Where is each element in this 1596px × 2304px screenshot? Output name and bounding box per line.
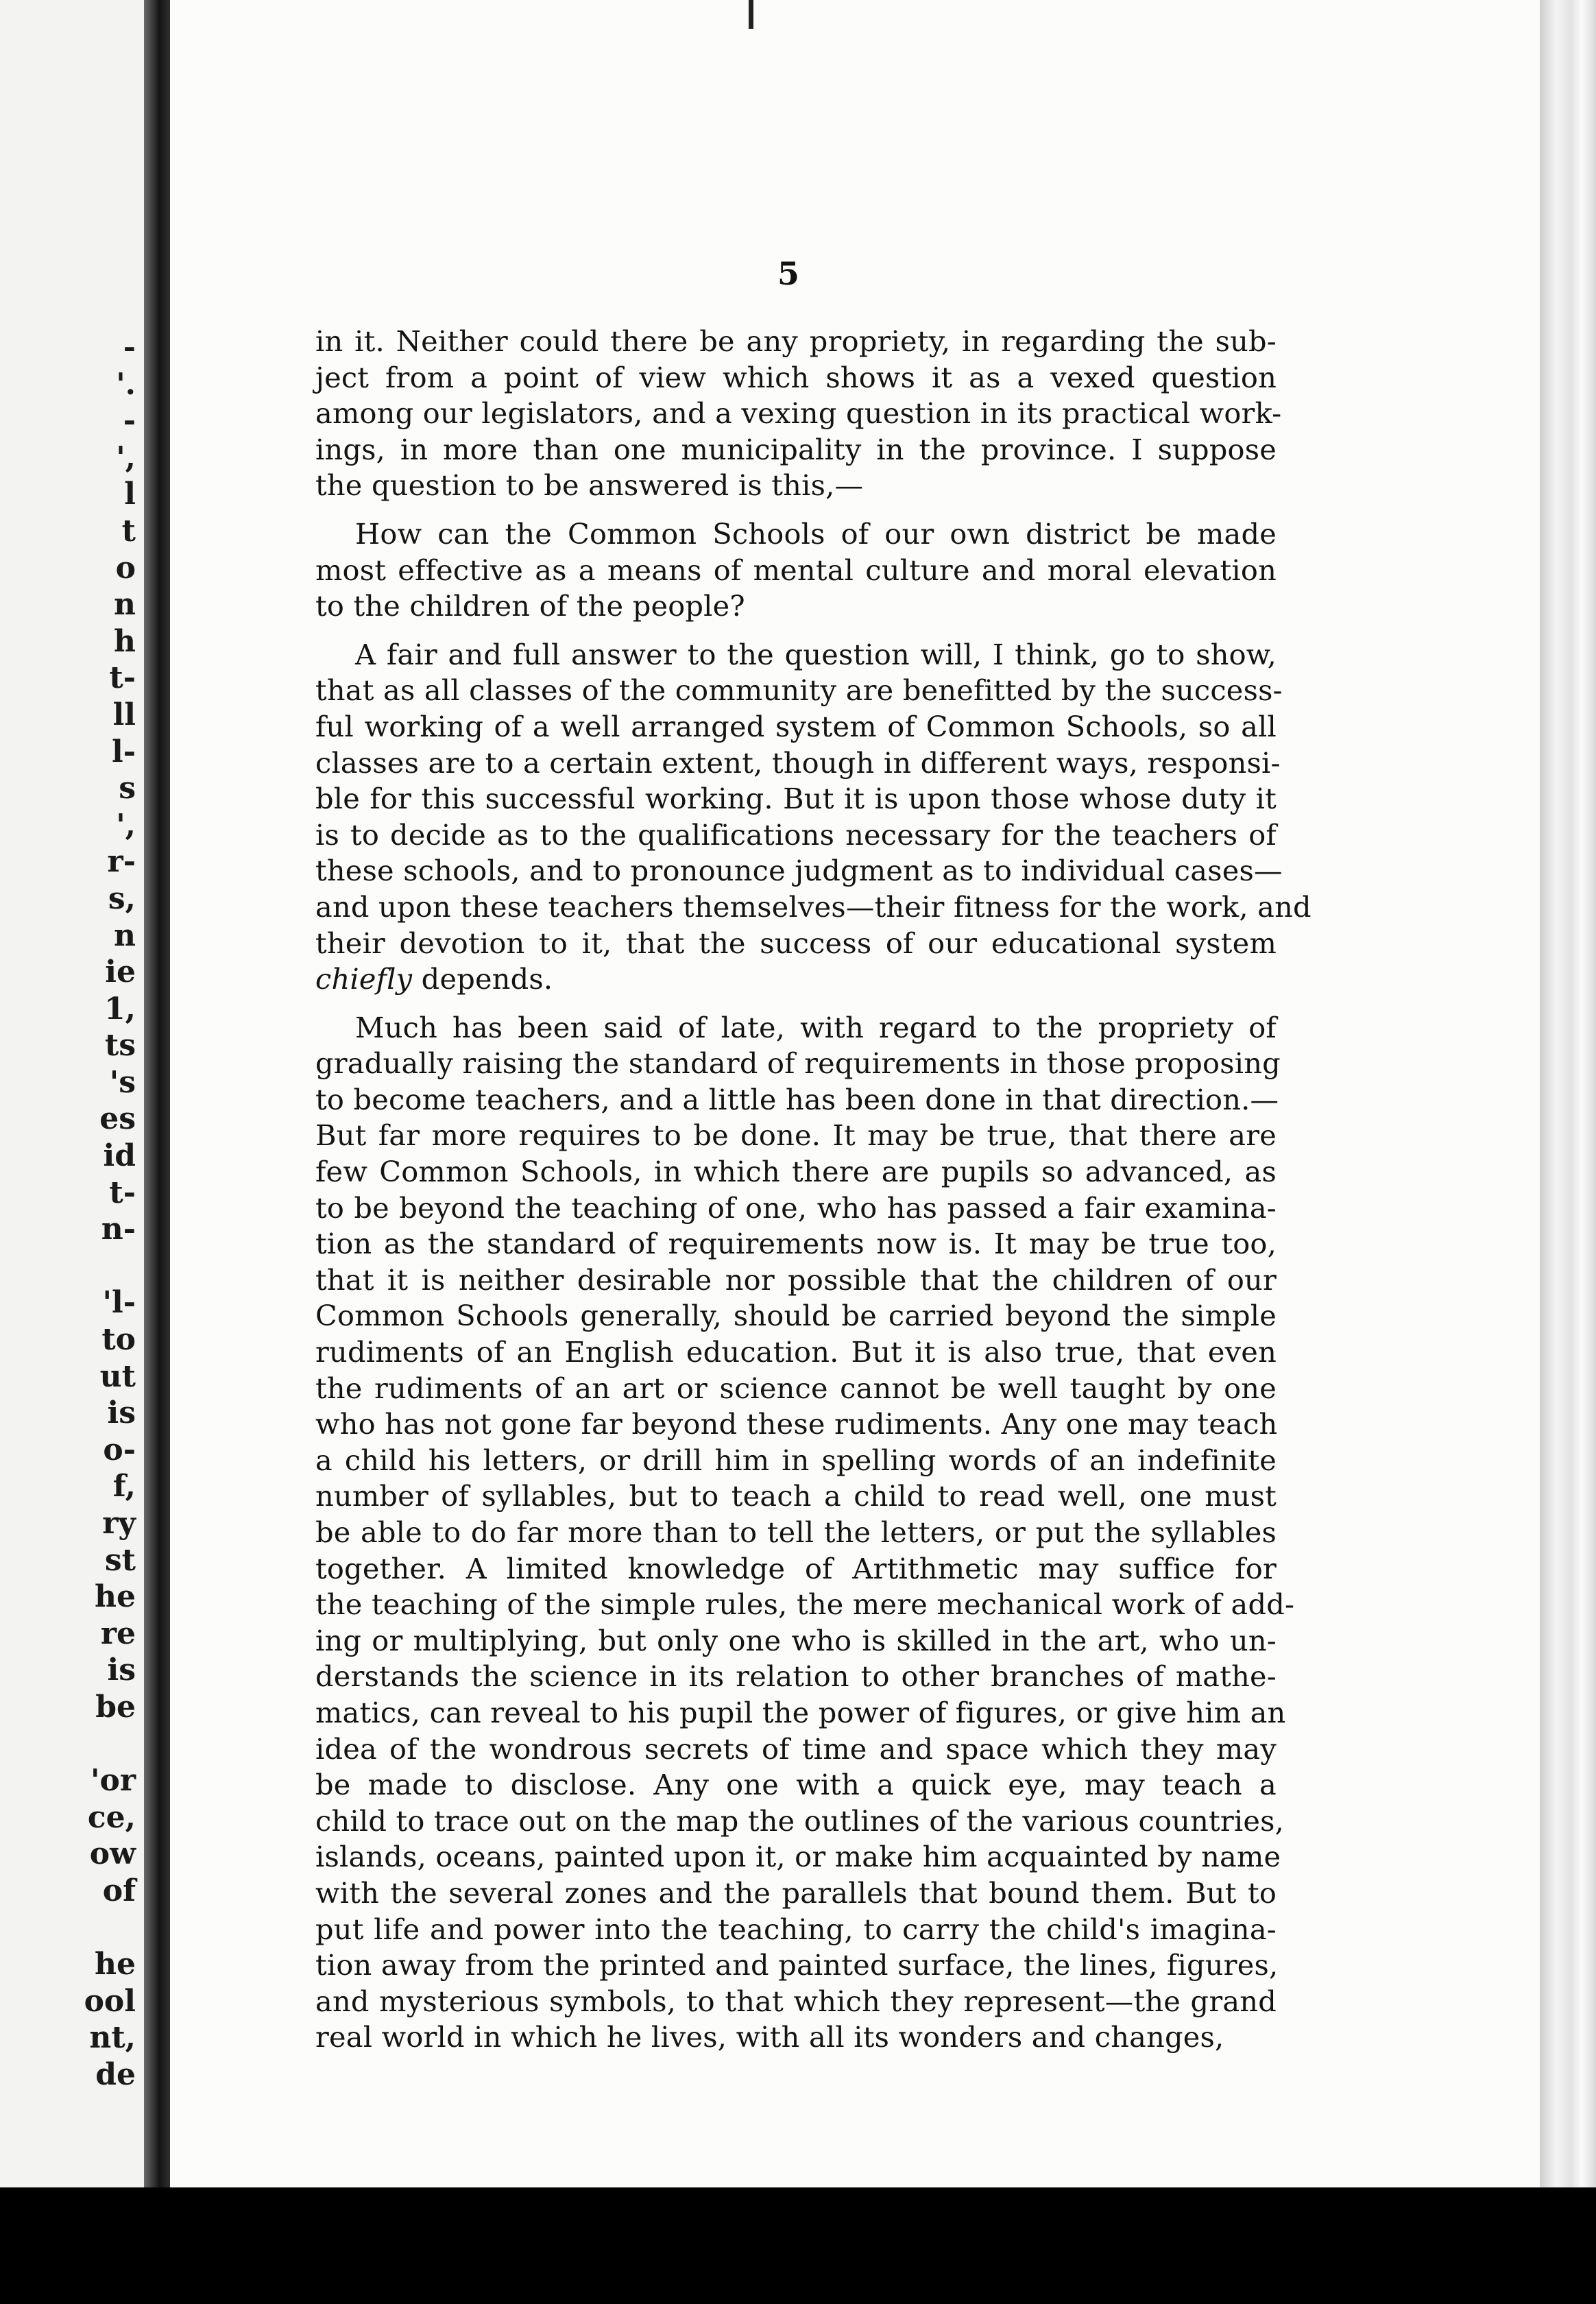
page-number: 5 — [777, 255, 799, 292]
text-line: the rudiments of an art or science cannot be well taught by one — [315, 1371, 1277, 1405]
text-line: ject from a point of view which shows it as a vexed question — [315, 360, 1277, 394]
edge-fragment: ts — [104, 1028, 136, 1064]
text-line: child to trace out on the map the outlines of the various countries, — [315, 1803, 1285, 1838]
text-line: in it. Neither could there be any propriety, in regarding the sub- — [315, 324, 1277, 358]
edge-fragment: de — [95, 2056, 136, 2092]
edge-fragment: t — [121, 513, 136, 549]
page-body-text — [315, 324, 1311, 2068]
text-line: to the children of the people? — [315, 589, 745, 623]
text-line: Common Schools generally, should be carried beyond the simple — [315, 1299, 1277, 1333]
text-line: idea of the wondrous secrets of time and space which they may — [315, 1731, 1277, 1766]
edge-fragment: ool — [84, 1983, 136, 2019]
text-line: tion as the standard of requirements now is. It may be true too, — [315, 1227, 1277, 1261]
text-line: the teaching of the simple rules, the mere mechanical work of add- — [315, 1587, 1295, 1622]
edge-fragment: - — [123, 403, 136, 439]
text-line: their devotion to it, that the success of our educational system — [315, 926, 1277, 960]
edge-fragment: n — [114, 917, 136, 953]
edge-fragment: he — [95, 1947, 136, 1982]
edge-fragment: re — [100, 1616, 136, 1651]
edge-fragment: 's — [109, 1064, 136, 1100]
text-line: rudiments of an English education. But it is also true, that even — [315, 1335, 1277, 1369]
text-line: real world in which he lives, with all its wonders and changes, — [315, 2020, 1224, 2054]
text-line: to become teachers, and a little has been done in that direction.— — [315, 1082, 1279, 1116]
text-line: Much has been said of late, with regard to the propriety of — [355, 1010, 1277, 1044]
text-line: derstands the science in its relation to other branches of mathe- — [315, 1659, 1277, 1694]
page-edge-stack — [1540, 0, 1596, 2187]
paragraph — [315, 637, 1311, 998]
text-line: together. A limited knowledge of Artithmetic may suffice for — [315, 1551, 1277, 1585]
edge-fragment: h — [114, 623, 136, 659]
edge-fragment: ow — [89, 1836, 136, 1872]
text-line: But far more requires to be done. It may be true, that there are — [315, 1118, 1277, 1153]
paragraph — [315, 516, 1277, 625]
left-page-text-fragments — [74, 329, 136, 2093]
edge-fragment: t- — [109, 1175, 136, 1210]
text-line: classes are to a certain extent, though in different ways, responsi- — [315, 745, 1281, 780]
text-line: that as all classes of the community are benefitted by the success- — [315, 673, 1283, 708]
edge-fragment: is — [107, 1653, 136, 1688]
text-line: the question to be answered is this,— — [315, 468, 864, 503]
edge-fragment: st — [104, 1542, 136, 1578]
edge-fragment: 1, — [104, 991, 136, 1027]
edge-fragment: t- — [109, 660, 136, 696]
edge-fragment: n- — [101, 1212, 136, 1247]
text-line: How can the Common Schools of our own district be made — [355, 516, 1277, 551]
edge-fragment: r- — [107, 844, 136, 880]
text-line: be able to do far more than to tell the letters, or put the syllables — [315, 1515, 1277, 1549]
left-facing-page — [0, 0, 144, 2187]
text-line: is to decide as to the qualifications necessary for the teachers of — [315, 817, 1277, 852]
text-line: with the several zones and the parallels that bound them. But to — [315, 1875, 1277, 1910]
edge-fragment: ce, — [87, 1799, 136, 1835]
text-line: to be beyond the teaching of one, who has passed a fair examina- — [315, 1190, 1277, 1225]
text-line: number of syllables, but to teach a child to read well, one must — [315, 1479, 1277, 1513]
edge-fragment: o — [115, 550, 136, 586]
edge-fragment: nt, — [89, 2020, 136, 2056]
text-line: ble for this successful working. But it is upon those whose duty it — [315, 782, 1277, 816]
text-line: few Common Schools, in which there are pupils so advanced, as — [315, 1155, 1277, 1189]
edge-fragment: 'or — [90, 1763, 136, 1799]
text-line: matics, can reveal to his pupil the power of figures, or give him an — [315, 1695, 1286, 1729]
edge-fragment: ry — [102, 1506, 136, 1541]
edge-fragment: - — [123, 330, 136, 365]
text-line: and upon these teachers themselves—their fitness for the work, and — [315, 889, 1311, 924]
edge-fragment — [74, 1910, 136, 1947]
text-line: A fair and full answer to the question will, I think, go to show, — [355, 637, 1277, 671]
text-line: among our legislators, and a vexing question in its practical work- — [315, 396, 1282, 431]
text-line: gradually raising the standard of requirements in those proposing — [315, 1046, 1281, 1081]
edge-fragment: n — [114, 587, 136, 623]
text-line: ings, in more than one municipality in the province. I suppose — [315, 432, 1277, 466]
book-gutter — [144, 0, 170, 2187]
top-ink-mark — [749, 0, 753, 29]
edge-fragment: s, — [108, 880, 136, 916]
edge-fragment: to — [101, 1322, 136, 1358]
edge-fragment: 'l- — [102, 1285, 136, 1321]
text-line: who has not gone far beyond these rudiments. Any one may teach — [315, 1407, 1278, 1441]
edge-fragment: ut — [99, 1358, 136, 1394]
edge-fragment — [74, 1726, 136, 1763]
edge-fragment: f, — [112, 1469, 136, 1504]
edge-fragment: be — [95, 1689, 136, 1725]
edge-fragment: l — [124, 477, 136, 512]
edge-fragment: ll — [112, 697, 136, 732]
text-line: islands, oceans, painted upon it, or make him acquainted by name — [315, 1840, 1281, 1874]
text-line: and mysterious symbols, to that which they represent—the grand — [315, 1984, 1277, 2018]
edge-fragment: ie — [105, 955, 136, 990]
text-fragment: depends. — [412, 962, 553, 996]
text-line: most effective as a means of mental culture and moral elevation — [315, 553, 1277, 587]
paragraph — [315, 324, 1282, 504]
edge-fragment: ', — [116, 440, 136, 475]
edge-fragment: '. — [116, 366, 136, 402]
edge-fragment: he — [95, 1579, 136, 1615]
edge-fragment: ', — [116, 807, 136, 843]
italic-word: chiefly — [315, 962, 413, 996]
paragraph — [315, 1010, 1295, 2056]
text-line: ing or multiplying, but only one who is skilled in the art, who un- — [315, 1623, 1277, 1657]
edge-fragment: o- — [103, 1432, 136, 1467]
text-line: tion away from the printed and painted surface, the lines, figures, — [315, 1948, 1279, 1982]
text-line: that it is neither desirable nor possible that the children of our — [315, 1262, 1277, 1297]
text-line — [315, 961, 1277, 998]
edge-fragment: es — [99, 1101, 136, 1137]
edge-fragment: s — [119, 771, 136, 806]
edge-fragment: id — [103, 1138, 136, 1174]
edge-fragment: is — [107, 1395, 136, 1431]
text-line: these schools, and to pronounce judgment as to individual cases— — [315, 854, 1283, 888]
edge-fragment: l- — [112, 734, 136, 769]
edge-fragment — [74, 1248, 136, 1285]
text-line: a child his letters, or drill him in spelling words of an indefinite — [315, 1443, 1277, 1477]
text-line: be made to disclose. Any one with a quick eye, may teach a — [315, 1768, 1277, 1802]
text-line: put life and power into the teaching, to carry the child's imagina- — [315, 1912, 1277, 1946]
text-line: ful working of a well arranged system of Common Schools, so all — [315, 709, 1277, 743]
edge-fragment: of — [102, 1873, 136, 1908]
